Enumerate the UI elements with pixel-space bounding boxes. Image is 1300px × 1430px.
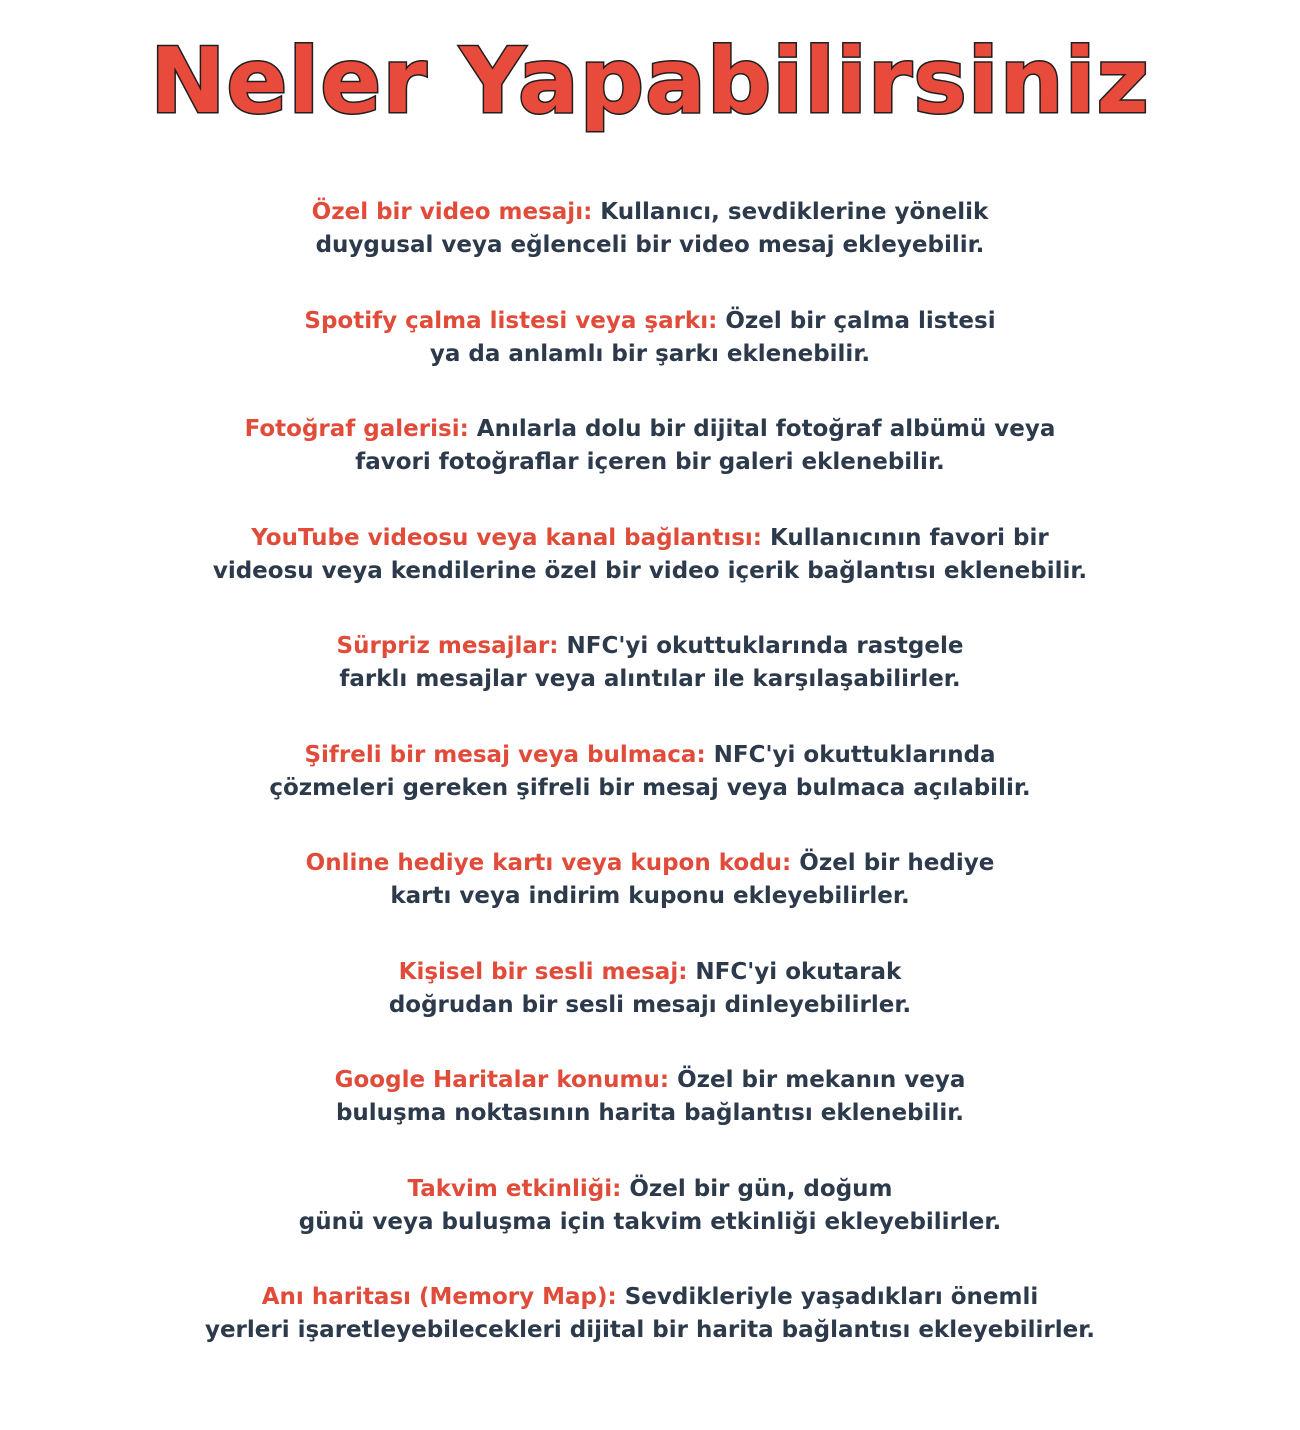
feature-label: Şifreli bir mesaj veya bulmaca: [304, 741, 706, 768]
feature-item-encrypted-message [0, 739, 1300, 848]
feature-line-1 [0, 305, 1300, 338]
feature-text: Özel bir hediye [791, 850, 995, 876]
feature-line-2: favori fotoğraflar içeren bir galeri eklenebilir. [355, 449, 945, 475]
feature-line-1 [0, 522, 1300, 555]
feature-item-spotify [0, 305, 1300, 414]
feature-text: Özel bir çalma listesi [717, 307, 996, 334]
feature-label: Özel bir video mesajı: [311, 199, 593, 225]
feature-line-1 [0, 630, 1300, 663]
feature-text: Kullanıcının favori bir [761, 524, 1049, 551]
feature-line-1 [0, 956, 1300, 989]
feature-text: NFC'yi okutarak [687, 958, 902, 985]
feature-line-1 [0, 1281, 1300, 1314]
feature-text: Özel bir gün, doğum [621, 1175, 893, 1202]
feature-line-2: farklı mesajlar veya alıntılar ile karşılaşabilirler. [339, 666, 961, 692]
feature-line-2: günü veya buluşma için takvim etkinliği ekleyebilirler. [298, 1208, 1002, 1235]
feature-text: Kullanıcı, sevdiklerine yönelik [592, 199, 989, 225]
feature-text: Özel bir mekanın veya [669, 1067, 966, 1093]
feature-item-youtube [0, 522, 1300, 631]
feature-line-2: doğrudan bir sesli mesajı dinleyebilirler. [388, 991, 912, 1018]
feature-line-1 [0, 847, 1300, 880]
feature-label: Fotoğraf galerisi: [244, 416, 469, 442]
feature-item-calendar-event [0, 1173, 1300, 1282]
feature-line-1 [0, 196, 1300, 229]
feature-label: YouTube videosu veya kanal bağlantısı: [251, 524, 762, 551]
feature-label: Takvim etkinliği: [407, 1175, 622, 1202]
feature-item-photo-gallery [0, 413, 1300, 522]
feature-label: Sürpriz mesajlar: [336, 633, 559, 659]
feature-label: Spotify çalma listesi veya şarkı: [304, 307, 718, 334]
feature-line-2: kartı veya indirim kuponu ekleyebilirler. [390, 883, 910, 909]
feature-text: Sevdikleriyle yaşadıkları önemli [616, 1284, 1039, 1310]
feature-text: Anılarla dolu bir dijital fotoğraf albümü veya [468, 416, 1056, 442]
feature-label: Google Haritalar konumu: [334, 1067, 670, 1093]
feature-label: Anı haritası (Memory Map): [261, 1284, 617, 1310]
feature-line-1 [0, 413, 1300, 446]
feature-line-2: videosu veya kendilerine özel bir video içerik bağlantısı eklenebilir. [212, 557, 1088, 584]
feature-line-2: buluşma noktasının harita bağlantısı eklenebilir. [335, 1100, 965, 1126]
feature-label: Kişisel bir sesli mesaj: [398, 958, 688, 985]
feature-line-2: yerleri işaretleyebilecekleri dijital bir harita bağlantısı ekleyebilirler. [204, 1317, 1096, 1343]
feature-item-video-message [0, 196, 1300, 305]
feature-line-2: çözmeleri gereken şifreli bir mesaj veya bulmaca açılabilir. [269, 774, 1031, 801]
feature-list [0, 196, 1300, 1390]
feature-item-voice-message [0, 956, 1300, 1065]
page-title: Neler Yapabilirsiniz [150, 29, 1150, 134]
feature-line-2: ya da anlamlı bir şarkı eklenebilir. [429, 340, 871, 367]
feature-line-1 [0, 739, 1300, 772]
feature-item-memory-map [0, 1281, 1300, 1390]
feature-line-1 [0, 1064, 1300, 1097]
feature-line-2: duygusal veya eğlenceli bir video mesaj ekleyebilir. [315, 232, 985, 258]
feature-label: Online hediye kartı veya kupon kodu: [305, 850, 792, 876]
feature-item-gift-card [0, 847, 1300, 956]
feature-line-1 [0, 1173, 1300, 1206]
feature-item-google-maps [0, 1064, 1300, 1173]
feature-text: NFC'yi okuttuklarında rastgele [558, 633, 964, 659]
feature-text: NFC'yi okuttuklarında [705, 741, 996, 768]
feature-item-surprise-messages [0, 630, 1300, 739]
